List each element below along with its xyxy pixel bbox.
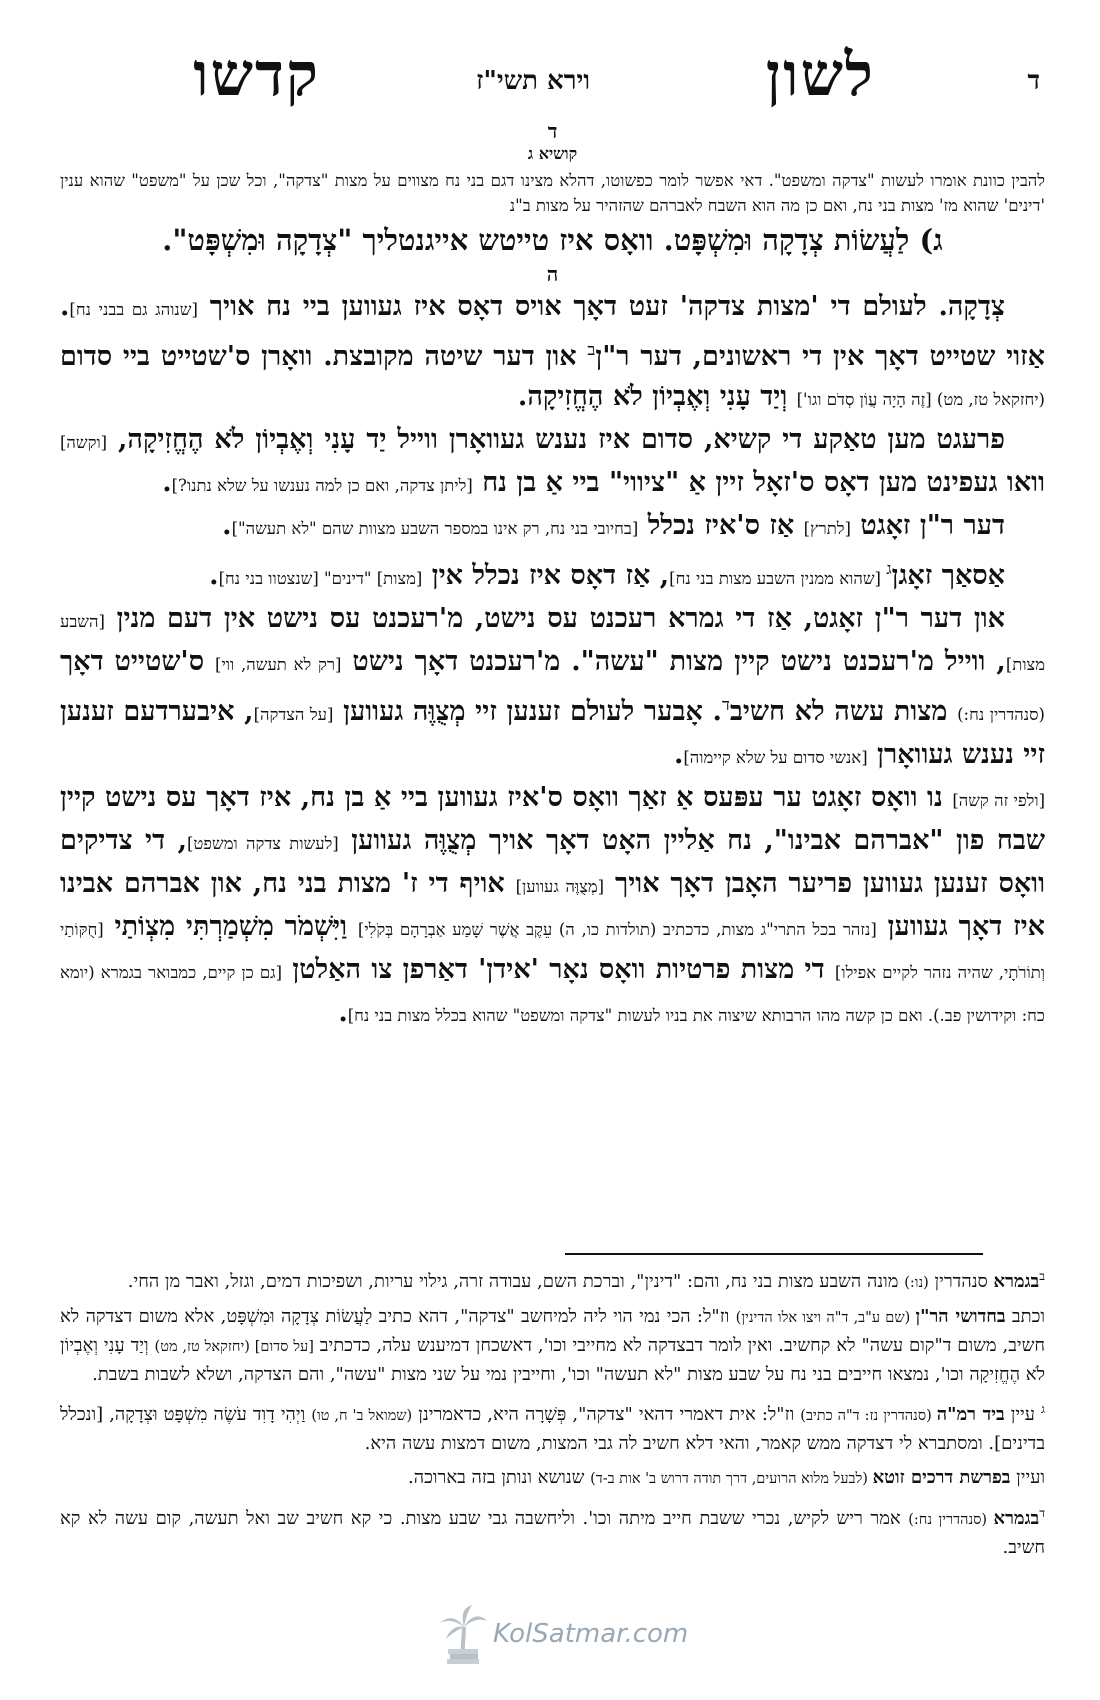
footnote-text: ועיין [1010, 1467, 1045, 1488]
bracket-note: [שהוא ממנין השבע מצות בני נח] [669, 569, 887, 588]
footnote [60, 1395, 1045, 1458]
paragraph-text: , די צדיקים וואָס זענען געווען פריער האָבן דאָך אויך [60, 825, 1046, 899]
footnote-text: וכתב [1005, 1306, 1045, 1327]
paragraph-text: . [222, 510, 232, 541]
footnote-citation: (נו:) [904, 1275, 929, 1291]
bracket-note: [מצות] "דינים" [שנצטוו בני נח] [218, 569, 423, 588]
footnote-text: וַיְהִי דָוִד עֹשֶׂה מִשְׁפָּט וּצְדָקָה, [ונכלל בדינים]. ומסתברא לי דצדקה ממש קאמר, והאי דלא חשיב לה גבי המצות, משום דמצות עשה היא. [60, 1404, 1045, 1454]
footnote [60, 1303, 1045, 1389]
footnote-marker[interactable]: ג [886, 559, 892, 578]
footnote-text: עיין [1004, 1404, 1042, 1425]
footnotes [60, 1262, 1045, 1568]
footnote-divider [565, 1253, 983, 1255]
paragraph-6 [60, 778, 1045, 1036]
paragraph-text: . [209, 560, 219, 591]
paragraph-text: נו וואָס זאָגט ער עפּעס אַ זאַך וואָס ס'איז געווען ביי אַ בן נח, איז דאָך עס נישט קיין שבח פון "אברהם אבינו", נח אַליין האָט דאָך אויך מְצֻוֶּה געווען [60, 782, 1045, 856]
bracket-note: [השבע מצות] [60, 612, 1045, 674]
footnote-marker[interactable]: ד [721, 695, 730, 714]
running-title-left: קדשו [193, 40, 320, 110]
footnote-citation: [על סדום] (יחזקאל טז, מט) [154, 1339, 314, 1355]
footnote-marker: ד [1039, 1506, 1045, 1520]
bracket-note: (סנהדרין נח:) [957, 705, 1045, 724]
section-letter: ד [547, 119, 558, 143]
paragraph-text: אַסאַך זאָגן [891, 560, 1005, 591]
kushya-label: קושיא ג [527, 144, 578, 163]
bracket-note: [נזהר בכל התרי"ג מצות, כדכתיב (תולדות כו, ה) עֵקֶב אֲשֶׁר שָׁמַע אַבְרָהָם בְּקֹלִי] [357, 920, 877, 939]
paragraph-text: . אָבער לעולם זענען זיי מְצֻוֶּה געווען [333, 696, 722, 727]
site-logo[interactable] [438, 1605, 698, 1665]
bracket-note: [על הצדקה] [253, 705, 334, 724]
footnote-citation: (שמואל ב' ח, טו) [311, 1408, 413, 1424]
paragraph-text: וְיַד עָנִי וְאֶבְיוֹן לֹא הֶחֱזִיקָה. [517, 381, 797, 412]
footnote [60, 1499, 1045, 1562]
footnote-citation: (סנהדרין נז: ד"ה כתיב) [800, 1408, 937, 1424]
footnote-text: מונה השבע מצות בני נח, והם: "דינין", וברכת השם, עבודה זרה, גילוי עריות, ושפיכות דמים, וגזל, ואבר מן החי. [127, 1271, 905, 1292]
paragraph-text: דער ר"ן זאָגט [850, 510, 1005, 541]
footnote-citation: (שם ע"ב, ד"ה ויצו אלו הדינין) [735, 1310, 916, 1326]
main-text [60, 118, 1045, 1036]
footnote-source: בגמרא [993, 1508, 1040, 1529]
paragraph-text: די מצות פרטיות וואָס נאָר 'אידן' דאַרפן צו האַלטן [282, 954, 835, 985]
bracket-note: (יחזקאל טז, מט) [זֶה הָיָה עֲוֹן סְדֹם וגו'] [796, 390, 1045, 409]
paragraph-text: וַיִּשְׁמֹר מִשְׁמַרְתִּי מִצְוֹתַי [103, 911, 358, 942]
bracket-note: [לתרץ] [803, 519, 851, 538]
paragraph-text: ס'שטייט דאָך [60, 646, 216, 677]
paragraph-text: . [162, 467, 172, 498]
palm-tree-books-icon [438, 1605, 488, 1665]
paragraph-text: צְדָקָה. לעולם די 'מצות צדקה' זעט דאָך אויס דאָס איז געווען ביי נח אויך [197, 291, 1005, 322]
paragraph-text: . [673, 739, 684, 770]
bracket-note: [לעשות צדקה ומשפט] [187, 834, 339, 853]
paragraph-text: וואו געפינט מען דאָס ס'זאָל זיין אַ "ציווי" ביי אַ בן נח [472, 467, 1045, 498]
bracket-note: [מְצֻוֶּה געווען] [515, 877, 605, 896]
question-heading: ג) לַעֲשׂוֹת צְדָקָה וּמִשְׁפָּט. וואָס איז טייטש אייגנטליך "צְדָקָה וּמִשְׁפָּט". [162, 223, 943, 257]
bracket-note: [אנשי סדום על שלא קיימוה] [683, 748, 868, 767]
footnote-source: בפרשת דרכים זוטא [872, 1467, 1011, 1488]
running-title-right: לשון [765, 40, 875, 110]
paragraph-text: מצות עשה לא חשיב [729, 696, 958, 727]
paragraph-text: און דער ר"ן זאָגט, אַז די גמרא רעכנט עס נישט, מ'רעכנט עס נישט אין דעם מנין [104, 603, 1005, 634]
footnote-marker: ב [1039, 1269, 1045, 1283]
footnote-citation: (סנהדרין נח:) [908, 1512, 994, 1528]
footnote [60, 1464, 1045, 1493]
bracket-note: [ולפי זה קשה] [952, 791, 1046, 810]
paragraph-4 [60, 549, 1045, 599]
kushya-intro: להבין כוונת אומרו לעשות "צדקה ומשפט". דאי אפשר לומר כפשוטו, דהלא מצינו דגם בני נח מצווים על מצות "צדקה", וכל שכן על "משפט" שהוא ענין 'דינים' שהוא מז' מצות בני נח, ואם כן מה הוא השבח לאברהם שהזהיר על מצות ב"נ [60, 171, 1045, 215]
paragraph-text: . [338, 997, 348, 1028]
paragraph-1 [60, 287, 1045, 420]
bracket-note: [בחיובי בני נח, רק אינו במספר השבע מצוות שהם "לא תעשה"] [231, 519, 639, 538]
paragraph-text: פרעגט מען טאַקע די קשיא, סדום איז נענש געוואָרן ווייל יַד עָנִי וְאֶבְיוֹן לֹא הֶחֱזִיקָה, [107, 424, 1005, 455]
paragraph-3 [60, 506, 1045, 549]
footnote-source: ביד רמ"ה [936, 1404, 1005, 1425]
paragraph-text: , איבערדעם זענען זיי נענש געוואָרן [60, 696, 1045, 770]
page-header [60, 38, 1040, 108]
bracket-note: [וקשה] [60, 433, 108, 452]
paragraph-text: , אַז דאָס איז נכלל אין [422, 560, 670, 591]
page-number: ד [1027, 66, 1040, 96]
footnote-text: וְיַד עָנִי וְאֶבְיוֹן לֹא הֶחֱזִיקָה וכו', נמצאו חייבים בני נח על שבע מצות "לא תעשה" וכו', וחייבין נמי על שני מצות "עשה", והם הצדקה, ושלא לשבות בשבת. [60, 1335, 1045, 1385]
bracket-note: [שנוהג גם בבני נח] [69, 300, 198, 319]
footnote-text: וז"ל: הכי נמי הוי ליה למיחשב "צדקה", דהא כתיב לַעֲשׂוֹת צְדָקָה וּמִשְׁפָּט, אלא משום דצדקה לא חשיב, משום ד"קום עשה" לא קחשיב. ואין לומר דבצדקה לא מחייבי וכו', דאשכחן דמיענש עלה, כדכתיב [60, 1306, 1046, 1356]
paragraph-text: אויף די ז' מצות בני נח, און אברהם אבינו איז דאָך געווען [60, 868, 1046, 942]
footnote [60, 1262, 1045, 1297]
paragraph-5 [60, 599, 1045, 778]
footnote-citation: (לבעל מלוא הרועים, דרך תודה דרוש ב' אות ב-ד) [590, 1471, 873, 1487]
paragraph-text: אַז ס'איז נכלל [638, 510, 804, 541]
paragraph-text: און דער שיטה מקובצת. וואָרן ס'שטייט ביי סדום [60, 341, 588, 372]
footnote-text: וז"ל: אית דאמרי דהאי "צדקה", פְּשָׁרָה היא, כדאמרינן [412, 1404, 801, 1425]
bracket-note: [גם כן קיים, כמבואר בגמרא (יומא כח: וקידושין פב.). ואם כן קשה מהו הרבותא שיצוה את בניו לעשות "צדקה ומשפט" שהוא בכלל מצות בני נח] [60, 963, 1045, 1025]
footnote-text: סנהדרין [928, 1271, 994, 1292]
running-subtitle: וירא תשי"ז [476, 66, 590, 96]
footnote-text: שנושא ונותן בזה בארוכה. [408, 1467, 591, 1488]
paragraph-text: . אַזוי שטייט דאָך אין די ראשונים, דער ר"ן [60, 291, 1045, 372]
footnote-marker[interactable]: ב [587, 340, 596, 359]
logo-text: KolSatmar.com [493, 1619, 689, 1649]
paragraph-2 [60, 420, 1045, 506]
bracket-note: [חֻקּוֹתַי וְתוֹרֹתָי, שהיה נזהר לקיים אפילו] [60, 920, 1046, 982]
footnote-marker: ג [1041, 1402, 1045, 1416]
paragraph-text: , ווייל מ'רעכנט נישט קיין מצות "עשה". מ'רעכנט דאָך נישט [341, 646, 1006, 677]
footnote-text: אמר ריש לקיש, נכרי ששבת חייב מיתה וכו'. וליחשבה גבי שבע מצות. כי קא חשיב שב ואל תעשה, קום עשה לא קא חשיב. [60, 1508, 1045, 1558]
bracket-note: [ליתן צדקה, ואם כן למה נענשו על שלא נתנו?] [171, 476, 473, 495]
footnote-source: בגמרא [993, 1271, 1040, 1292]
footnote-source: בחדושי הר"ן [915, 1306, 1006, 1327]
bracket-note: [רק לא תעשה, ווי] [215, 655, 342, 674]
section-letter-2: ה [546, 262, 559, 286]
